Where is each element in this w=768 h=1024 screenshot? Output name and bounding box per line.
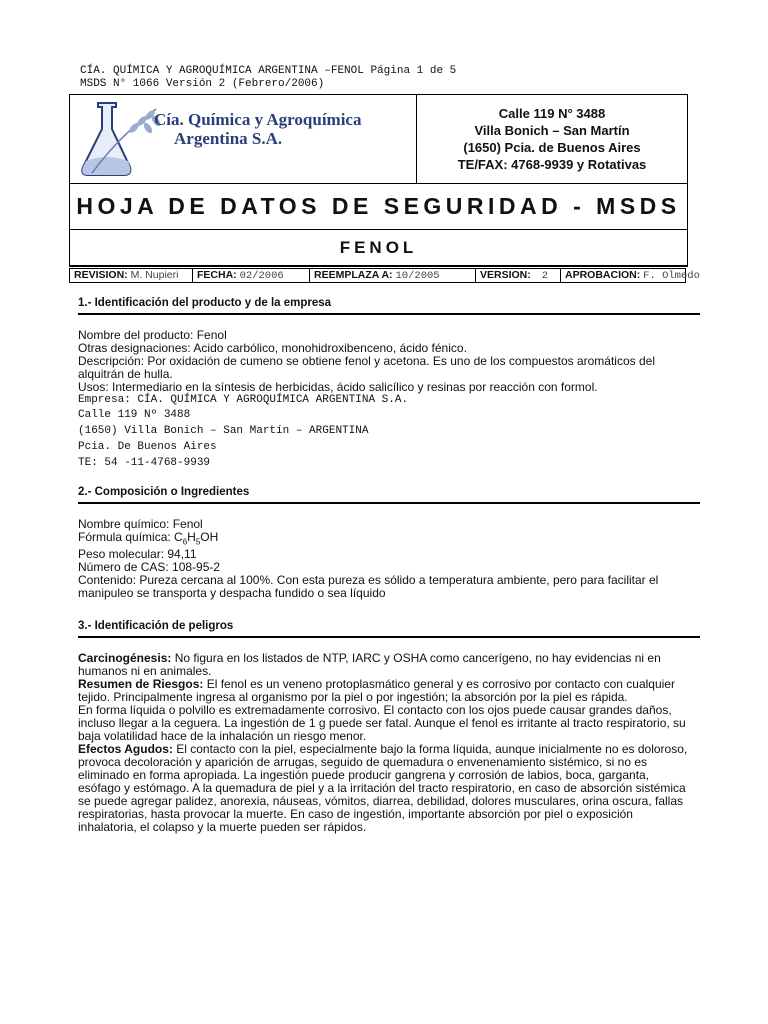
formula-line <box>78 531 700 548</box>
carcinogenesis-label: Carcinogénesis: <box>78 651 172 665</box>
version-cell <box>476 268 561 283</box>
risk-summary-paragraph <box>78 678 693 704</box>
section1-title: 1.- Identificación del producto y de la empresa <box>78 297 700 315</box>
formula-prefix: Fórmula química: C <box>78 530 183 544</box>
header-table <box>69 94 688 267</box>
product-name-line: Nombre del producto: Fenol <box>78 328 227 342</box>
cas-number-line: Número de CAS: 108-95-2 <box>78 560 221 575</box>
logo-text-line1: Cía. Química y Agroquímica <box>154 110 362 129</box>
revision-value: M. Nupieri <box>130 269 179 281</box>
uses-line: Usos: Intermediario en la síntesis de herbicidas, ácido salicílico y resinas por reacción con formol. <box>78 380 598 394</box>
carcinogenesis-paragraph <box>78 652 693 678</box>
acute-effects-paragraph <box>78 743 693 834</box>
acute-effects-label: Efectos Agudos: <box>78 742 173 756</box>
other-names-line: Otras designaciones: Acido carbólico, monohidroxibenceno, ácido fénico. <box>78 341 467 355</box>
risk-summary-label: Resumen de Riesgos: <box>78 677 204 691</box>
molecular-weight-line: Peso molecular: 94,11 <box>78 547 197 562</box>
acute-effects-text: El contacto con la piel, especialmente bajo la forma líquida, aunque inicialmente no es doloroso, provoca decoloración y aparición de arrugas, seguido de quemadura o envenenamiento sistémico, si no es eliminado en forma apropiada. La ingestión puede producir gangrena y corrosión de labios, boca, garganta, esófago y estómago. A la quemadura de piel y a la irritación del tracto respiratorio, en caso de absorción sistémica se puede agregar palidez, anorexia, náuseas, vómitos, diarrea, debilidad, dolores musculares, orina oscura, fallas respiratorias, hasta provocar la muerte. En caso de ingestión, importante absorción por piel o exposición inhalatoria, el colapso y la muerte pueden ser rápidos. <box>78 742 688 834</box>
revision-cell <box>69 268 193 283</box>
section-composition <box>78 486 700 600</box>
section-hazards <box>78 620 700 834</box>
aprobacion-cell <box>561 268 700 283</box>
content-line: Contenido: Pureza cercana al 100%. Con esta pureza es sólido a temperatura ambiente, pero para facilitar el manipuleo se transporta y despacha fundido o sea líquido <box>78 573 659 601</box>
fecha-value: 02/2006 <box>239 270 284 282</box>
formula-suffix: OH <box>200 530 219 544</box>
document-title: HOJA DE DATOS DE SEGURIDAD - MSDS <box>76 193 681 219</box>
aprobacion-label: APROBACION: <box>565 269 641 281</box>
address-street: Calle 119 N° 3488 <box>498 106 606 121</box>
header-msds-line: MSDS N° 1066 Versión 2 (Febrero/2006) <box>80 78 325 90</box>
reemplaza-label: REEMPLAZA A: <box>314 269 393 281</box>
logo-text-line2: Argentina S.A. <box>174 129 283 148</box>
address-province: (1650) Pcia. de Buenos Aires <box>463 140 641 155</box>
product-row <box>70 230 687 266</box>
logo-row <box>70 95 687 184</box>
aprobacion-value: F. Olmedo <box>643 270 700 282</box>
carcinogenesis-text: No figura en los listados de NTP, IARC y OSHA como cancerígeno, no hay evidencias ni en humanos ni en animales. <box>78 651 661 678</box>
section2-title: 2.- Composición o Ingredientes <box>78 486 700 504</box>
risk-summary-text: El fenol es un veneno protoplasmático general y es corrosivo por contacto con cualquier tejido. Principalmente ingresa al organismo por la piel o por ingestión; la absorción por la piel es rápida. <box>78 677 675 704</box>
phone-line: TE: 54 -11-4768-9939 <box>78 457 211 469</box>
street-line: Calle 119 Nº 3488 <box>78 409 191 421</box>
company-line: Empresa: CÍA. QUÍMICA Y AGROQUÍMICA ARGENTINA S.A. <box>78 394 409 406</box>
formula-sub1: 6 <box>182 537 188 547</box>
description-line: Descripción: Por oxidación de cumeno se obtiene fenol y acetona. Es uno de los compuestos aromáticos del alquitrán de hulla. <box>78 354 655 381</box>
header-company-line: CÍA. QUÍMICA Y AGROQUÍMICA ARGENTINA –FENOL Página 1 de 5 <box>80 65 457 77</box>
reemplaza-value: 10/2005 <box>395 270 440 282</box>
formula-mid: H <box>187 530 196 544</box>
chemical-name-line: Nombre químico: Fenol <box>78 517 203 531</box>
title-row <box>70 184 687 230</box>
address-phone: TE/FAX: 4768-9939 y Rotativas <box>457 157 647 172</box>
flask-logo-icon <box>70 95 416 183</box>
company-address <box>417 95 687 183</box>
revision-row <box>69 268 700 282</box>
section3-title: 3.- Identificación de peligros <box>78 620 700 638</box>
product-name: FENOL <box>339 237 418 257</box>
page-header <box>80 65 456 91</box>
reemplaza-cell <box>310 268 476 283</box>
formula-sub2: 5 <box>195 537 201 547</box>
locality-line: (1650) Villa Bonich – San Martín – ARGENTINA <box>78 425 369 437</box>
address-locality: Villa Bonich – San Martín <box>474 123 630 138</box>
province-line: Pcia. De Buenos Aires <box>78 441 217 453</box>
fecha-cell <box>193 268 310 283</box>
version-label: VERSION: <box>480 269 531 281</box>
revision-label: REVISION: <box>74 269 128 281</box>
fecha-label: FECHA: <box>197 269 237 281</box>
section-identification <box>78 297 700 471</box>
version-value: 2 <box>541 270 548 282</box>
company-logo <box>70 95 417 183</box>
corrosive-paragraph: En forma líquida o polvillo es extremadamente corrosivo. El contacto con los ojos puede causar grandes daños, incluso llegar a la ceguera. La ingestión de 1 g puede ser fatal. Aunque el fenol es irritante al tracto respiratorio, su baja volatilidad hace de la inhalación un riesgo menor. <box>78 703 686 743</box>
